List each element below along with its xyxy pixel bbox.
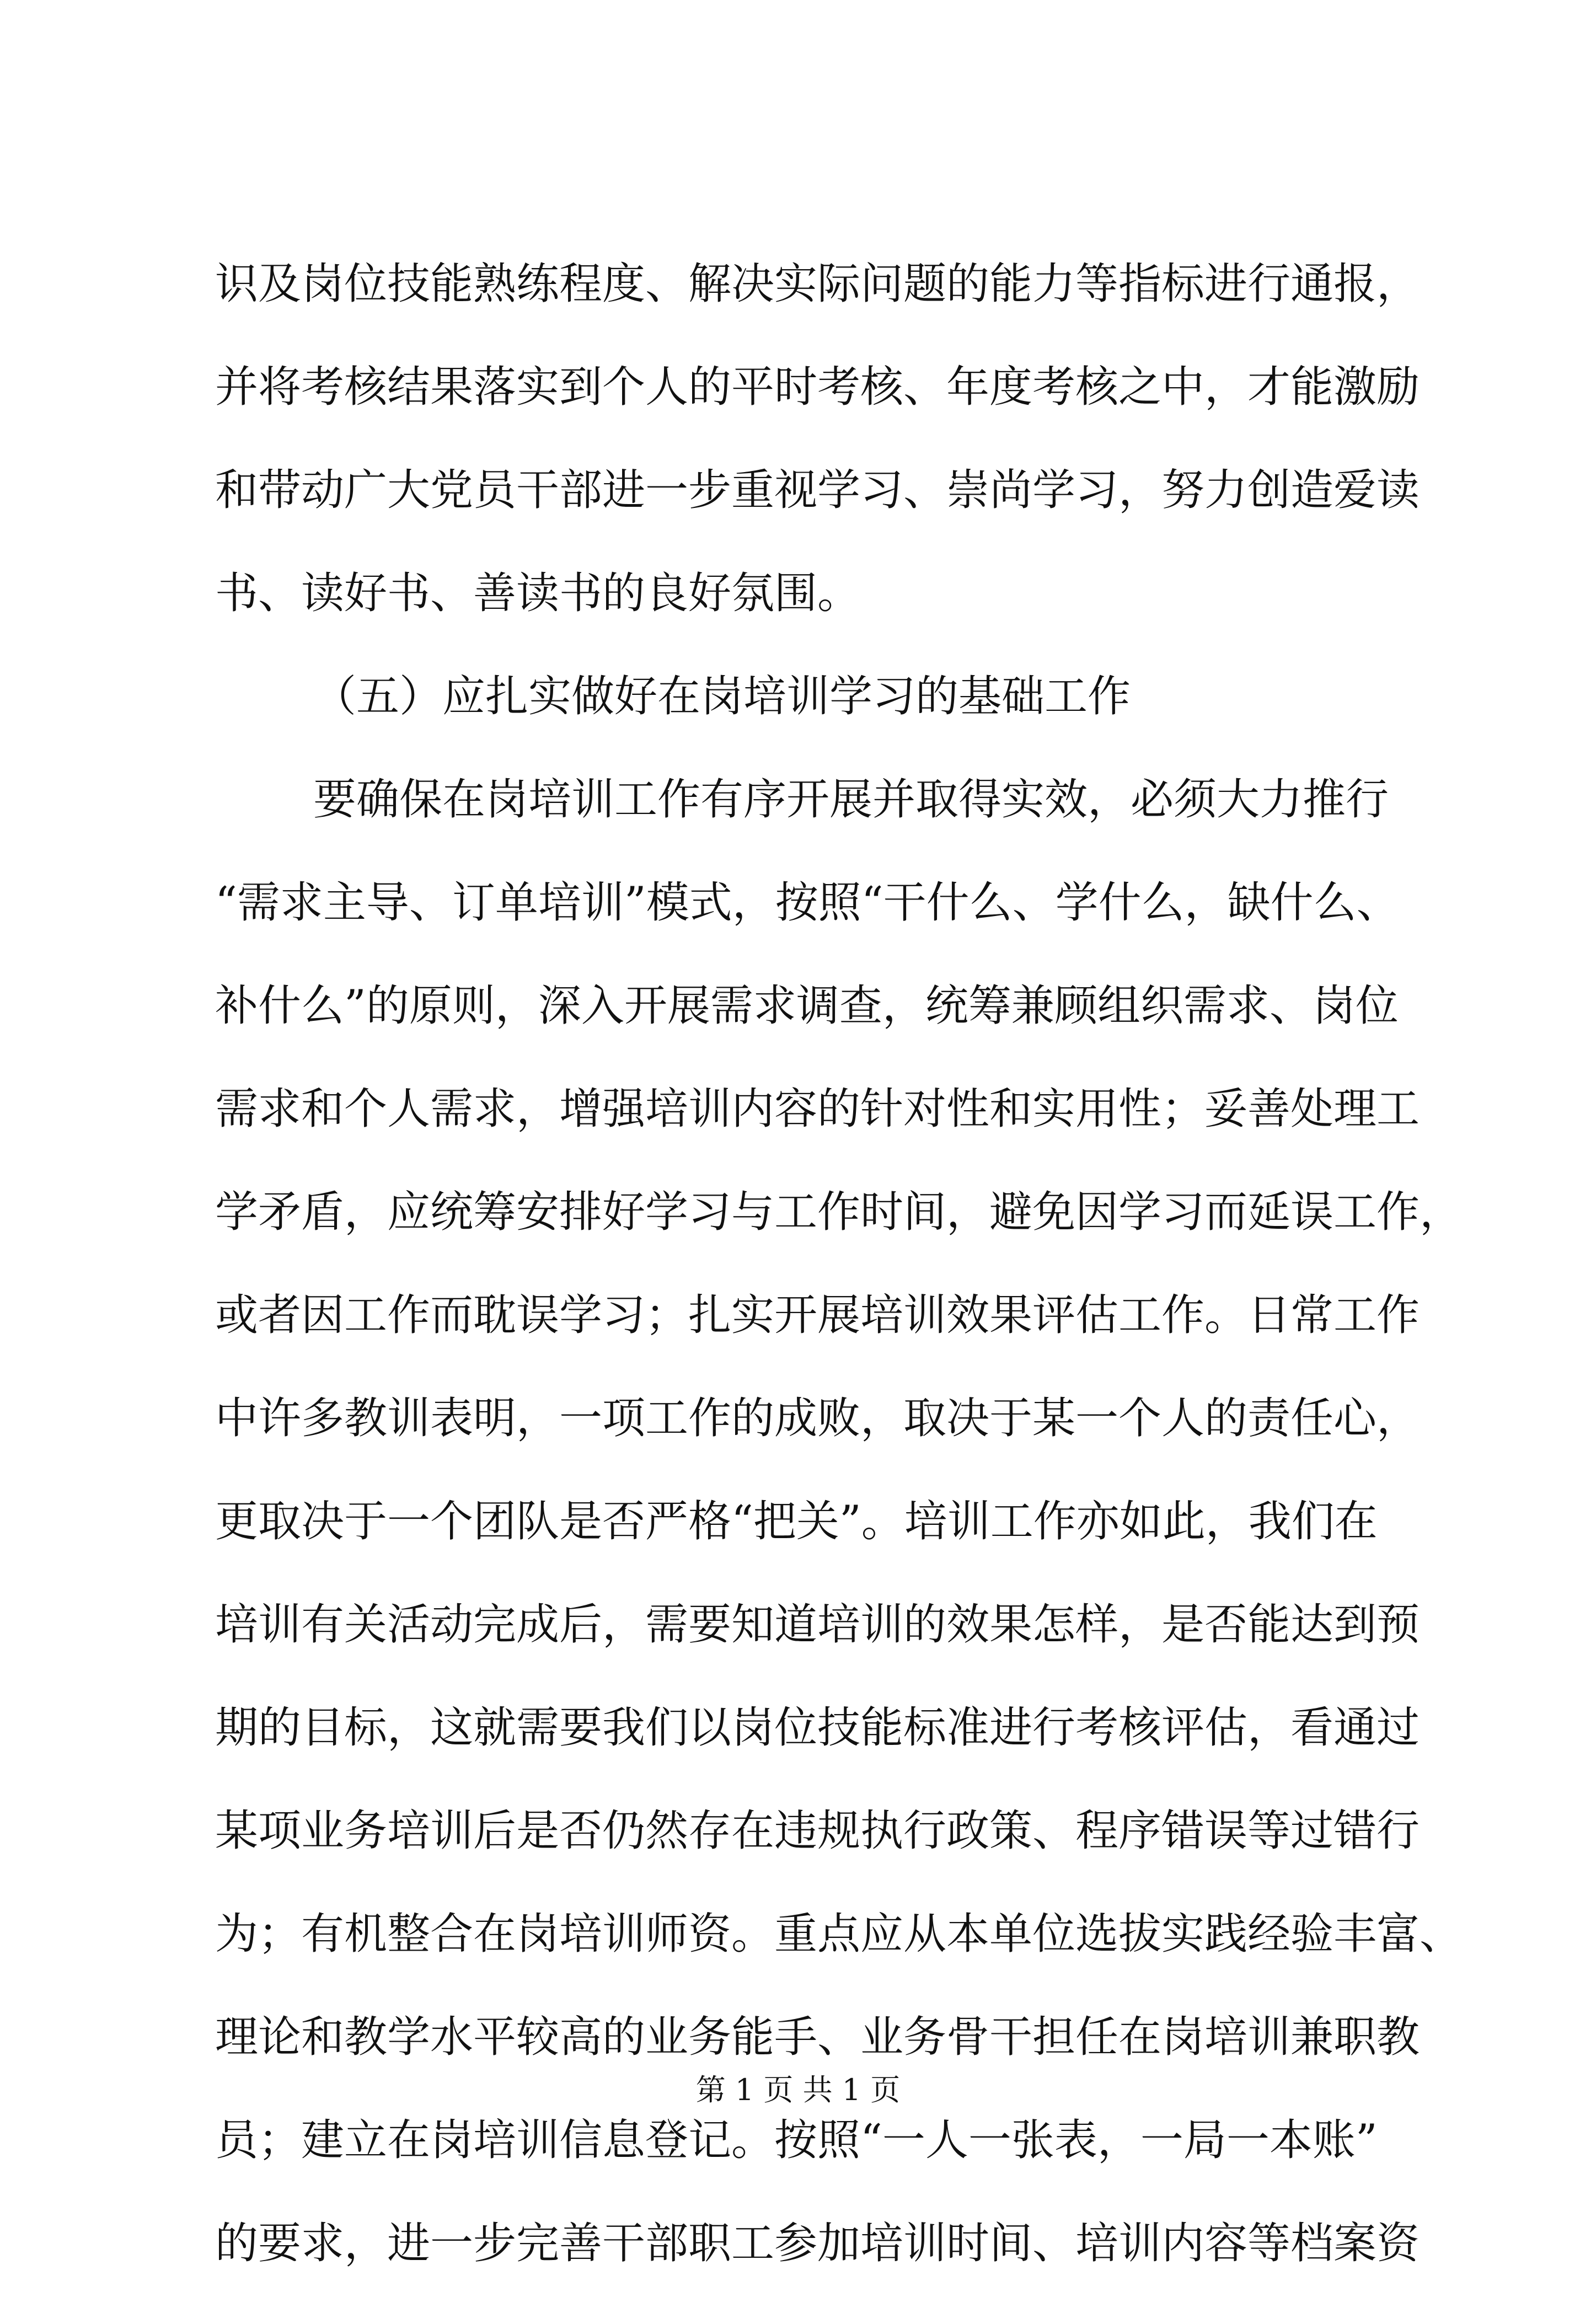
paragraph-line: 某项业务培训后是否仍然存在违规执行政策、程序错误等过错行 bbox=[215, 1806, 1420, 1856]
paragraph-line: 中许多教训表明，一项工作的成败，取决于某一个人的责任心， bbox=[215, 1394, 1420, 1443]
paragraph-line: 更取决于一个团队是否严格“把关”。培训工作亦如此，我们在 bbox=[215, 1497, 1378, 1546]
paragraph-line: 期的目标，这就需要我们以岗位技能标准进行考核评估，看通过 bbox=[215, 1703, 1420, 1753]
paragraph-line: 补什么”的原则，深入开展需求调查，统筹兼顾组织需求、岗位 bbox=[215, 981, 1399, 1031]
paragraph-line: 理论和教学水平较高的业务能手、业务骨干担任在岗培训兼职教 bbox=[215, 2012, 1420, 2062]
paragraph-line: 学矛盾，应统筹安排好学习与工作时间，避免因学习而延误工作， bbox=[215, 1187, 1463, 1237]
paragraph-line: 员；建立在岗培训信息登记。按照“一人一张表，一局一本账” bbox=[215, 2116, 1378, 2165]
paragraph-line: 培训有关活动完成后，需要知道培训的效果怎样，是否能达到预 bbox=[215, 1600, 1420, 1650]
paragraph-line: 或者因工作而耽误学习；扎实开展培训效果评估工作。日常工作 bbox=[215, 1290, 1420, 1340]
paragraph-line: 的要求，进一步完善干部职工参加培训时间、培训内容等档案资 bbox=[215, 2219, 1420, 2268]
page-footer: 第 1 页 共 1 页 bbox=[695, 2073, 901, 2107]
document-body bbox=[215, 245, 1463, 2308]
paragraph-line: 书、读好书、善读书的良好氛围。 bbox=[215, 569, 861, 618]
paragraph-line: 并将考核结果落实到个人的平时考核、年度考核之中，才能激励 bbox=[215, 362, 1420, 412]
paragraph-first-line: 要确保在岗培训工作有序开展并取得实效，必须大力推行 bbox=[313, 775, 1389, 824]
paragraph-line: 和带动广大党员干部进一步重视学习、崇尚学习，努力创造爱读 bbox=[215, 465, 1420, 515]
section-heading: （五）应扎实做好在岗培训学习的基础工作 bbox=[313, 672, 1131, 721]
paragraph-line: 识及岗位技能熟练程度、解决实际问题的能力等指标进行通报， bbox=[215, 259, 1420, 309]
paragraph-line: 为；有机整合在岗培训师资。重点应从本单位选拔实践经验丰富、 bbox=[215, 1909, 1463, 1959]
paragraph-line: 需求和个人需求，增强培训内容的针对性和实用性；妥善处理工 bbox=[215, 1084, 1420, 1134]
paragraph-line: “需求主导、订单培训”模式，按照“干什么、学什么，缺什么、 bbox=[215, 878, 1400, 928]
